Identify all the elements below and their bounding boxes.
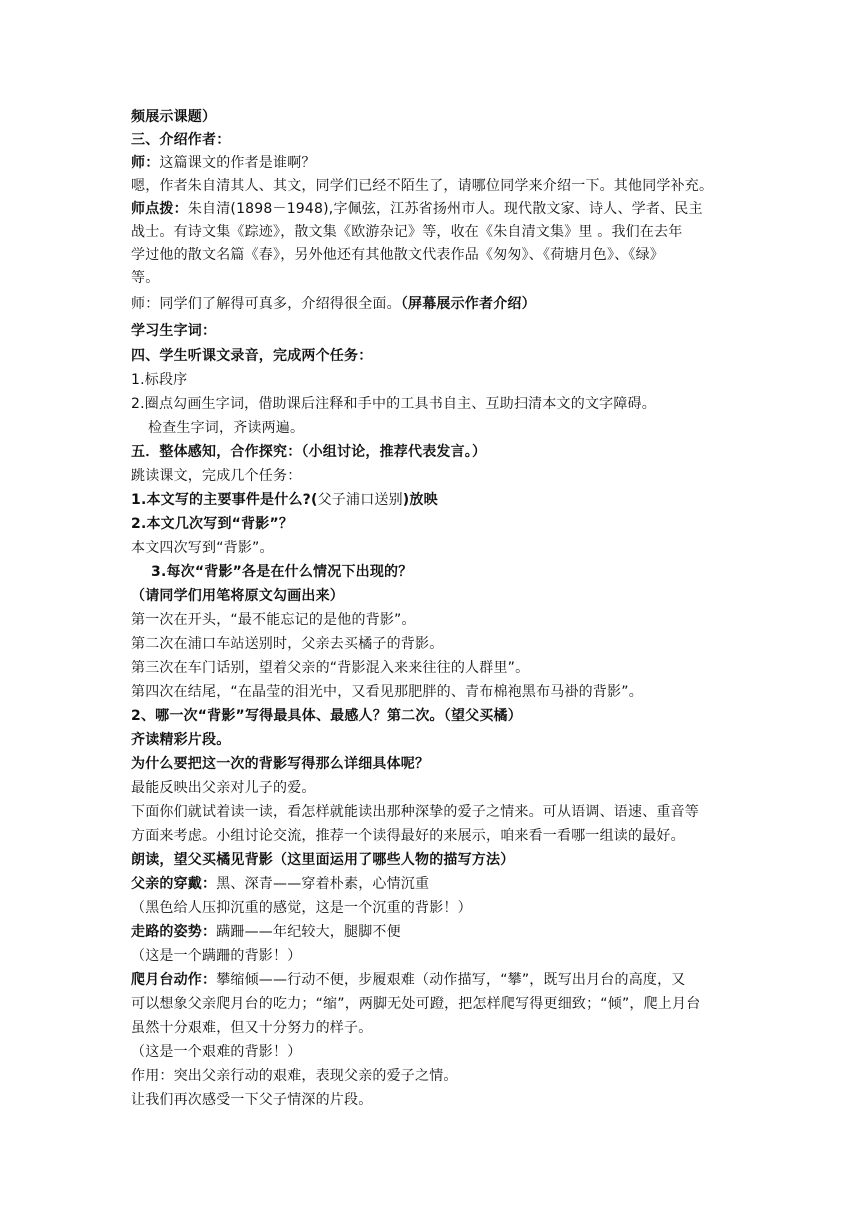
text-line: 虽然十分艰难，但又十分努力的样子。 (131, 1020, 373, 1036)
text-line: 让我们再次感受一下父子情深的片段。 (131, 1092, 373, 1108)
text-line: 师：这篇课文的作者是谁啊？ (131, 155, 316, 171)
text-line: 频展示课题） (131, 109, 217, 125)
section-heading: 学习生字词： (131, 323, 217, 339)
text-line: （这是一个艰难的背影！） (131, 1044, 302, 1060)
text-line: 方面来考虑。小组讨论交流，推荐一个读得最好的来展示，咱来看一看哪一组读的最好。 (131, 828, 685, 844)
text-line: 师点拨：朱自清(1898－1948),字佩弦，江苏省扬州市人。现代散文家、诗人、学者、民主 (131, 201, 703, 217)
text-line: （这是一个蹒跚的背影！） (131, 948, 302, 964)
text-line: 跳读课文，完成几个任务： (131, 468, 302, 484)
text-line: 师：同学们了解得可真多，介绍得很全面。（屏幕展示作者介绍） (131, 296, 536, 312)
text-line: 爬月台动作：攀缩倾——行动不便，步履艰难（动作描写，“攀”，既写出月台的高度，又 (131, 972, 686, 988)
text-line: 等。 (131, 270, 160, 286)
text-line: 作用：突出父亲行动的艰难，表现父亲的爱子之情。 (131, 1068, 458, 1084)
text-line: 3.每次“背影”各是在什么情况下出现的？ (151, 564, 413, 580)
text-line: 可以想象父亲爬月台的吃力；“缩”，两脚无处可蹬，把怎样爬写得更细致；“倾”，爬上月台 (131, 996, 701, 1012)
text-line: 下面你们就试着读一读，看怎样就能读出那种深挚的爱子之情来。可从语调、语速、重音等 (131, 804, 699, 820)
text-line: 2.本文几次写到“背影”？ (131, 516, 294, 532)
text-line: 本文四次写到“背影”。 (131, 540, 274, 556)
text-line: 1.标段序 (131, 372, 188, 388)
text-line: （请同学们用笔将原文勾画出来） (131, 588, 344, 604)
text-line: 第四次在结尾，“在晶莹的泪光中，又看见那肥胖的、青布棉袍黑布马褂的背影”。 (131, 684, 643, 700)
text-line: 2、哪一次“背影”写得最具体、最感人？第二次。（望父买橘） (131, 708, 522, 724)
text-line: 学过他的散文名篇《春》，另外他还有其他散文代表作品《匆匆》、《荷塘月色》、《绿》 (131, 247, 664, 263)
text-line: 齐读精彩片段。 (131, 732, 231, 748)
text-line: 1.本文写的主要事件是什么?(父子浦口送别)放映 (131, 492, 438, 508)
text-line: （黑色给人压抑沉重的感觉，这是一个沉重的背影！） (131, 900, 472, 916)
text-line: 第二次在浦口车站送别时，父亲去买橘子的背影。 (131, 636, 444, 652)
text-line: 走路的姿势：蹒跚——年纪较大，腿脚不便 (131, 924, 401, 940)
section-heading: 五．整体感知，合作探究：（小组讨论，推荐代表发言。） (131, 444, 487, 460)
text-line: 嗯，作者朱自清其人、其文，同学们已经不陌生了，请哪位同学来介绍一下。其他同学补充。 (131, 178, 714, 194)
text-line: 为什么要把这一次的背影写得那么详细具体呢？ (131, 756, 430, 772)
text-line: 2.圈点勾画生字词，借助课后注释和手中的工具书自主、互助扫清本文的文字障碍。 (131, 396, 656, 412)
text-line: 第一次在开头，“最不能忘记的是他的背影”。 (131, 612, 416, 628)
text-line: 检查生字词，齐读两遍。 (148, 420, 305, 436)
text-line: 最能反映出父亲对儿子的爱。 (131, 780, 316, 796)
section-heading: 三、介绍作者： (131, 132, 231, 148)
text-line: 朗读，望父买橘见背影（这里面运用了哪些人物的描写方法） (131, 852, 515, 868)
text-line: 第三次在车门话别，望着父亲的“背影混入来来往往的人群里”。 (131, 660, 530, 676)
text-line: 战士。有诗文集《踪迹》，散文集《欧游杂记》等，收在《朱自清文集》里 。我们在去年 (131, 224, 683, 240)
section-heading: 四、学生听课文录音，完成两个任务： (131, 348, 373, 364)
text-line: 父亲的穿戴：黑、深青——穿着朴素，心情沉重 (131, 876, 430, 892)
